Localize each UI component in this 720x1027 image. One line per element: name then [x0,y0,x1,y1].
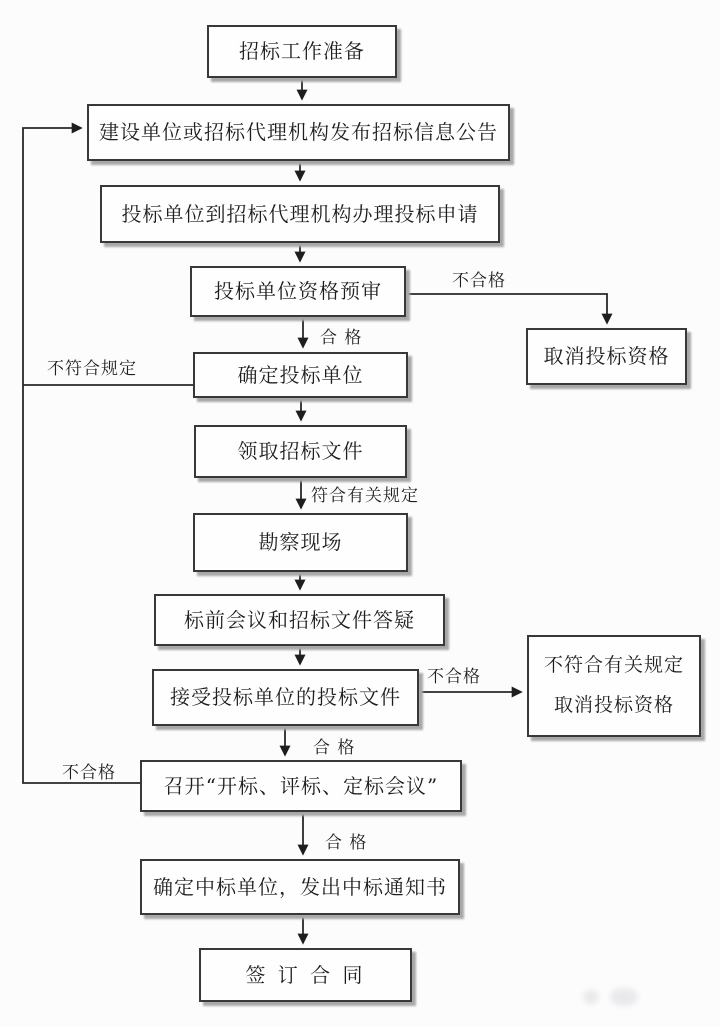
node-obtain-docs: 领取招标文件 [194,425,407,478]
node-cancel-qualification-2 [527,635,701,737]
node-pre-bid-meeting: 标前会议和招标文件答疑 [154,594,445,646]
edge-label-qualified-1: 合 格 [320,328,363,348]
edge-label-unqualified-1: 不合格 [452,271,506,291]
edge-label-qualified-2: 合 格 [313,738,356,758]
edge-label-unqualified-3: 不合格 [62,763,116,783]
node-prepare: 招标工作准备 [207,25,397,78]
edge-label-not-conforming: 不符合规定 [47,359,137,379]
cancel-2-line1: 不符合有关规定 [543,653,684,676]
edge-label-qualified-3: 合 格 [325,833,368,853]
node-cancel-qualification: 取消投标资格 [526,328,687,385]
node-apply: 投标单位到招标代理机构办理投标申请 [100,185,500,243]
node-accept-docs: 接受投标单位的投标文件 [152,669,419,726]
edge-label-conforms-regulations: 符合有关规定 [311,486,419,506]
watermark [610,988,638,1006]
node-bid-meeting: 召开“开标、评标、定标会议” [140,760,462,812]
node-announce: 建设单位或招标代理机构发布招标信息公告 [87,104,510,161]
arrow-prequalify-cancel [406,294,607,323]
cancel-2-line2: 取消投标资格 [553,694,674,717]
node-sign-contract: 签 订 合 同 [199,948,412,1002]
watermark [583,990,599,1004]
node-site-survey: 勘察现场 [193,513,408,572]
edge-label-unqualified-2: 不合格 [427,667,481,687]
node-award: 确定中标单位，发出中标通知书 [140,859,460,915]
node-confirm-bidders: 确定投标单位 [193,352,408,398]
node-prequalify: 投标单位资格预审 [190,266,406,317]
